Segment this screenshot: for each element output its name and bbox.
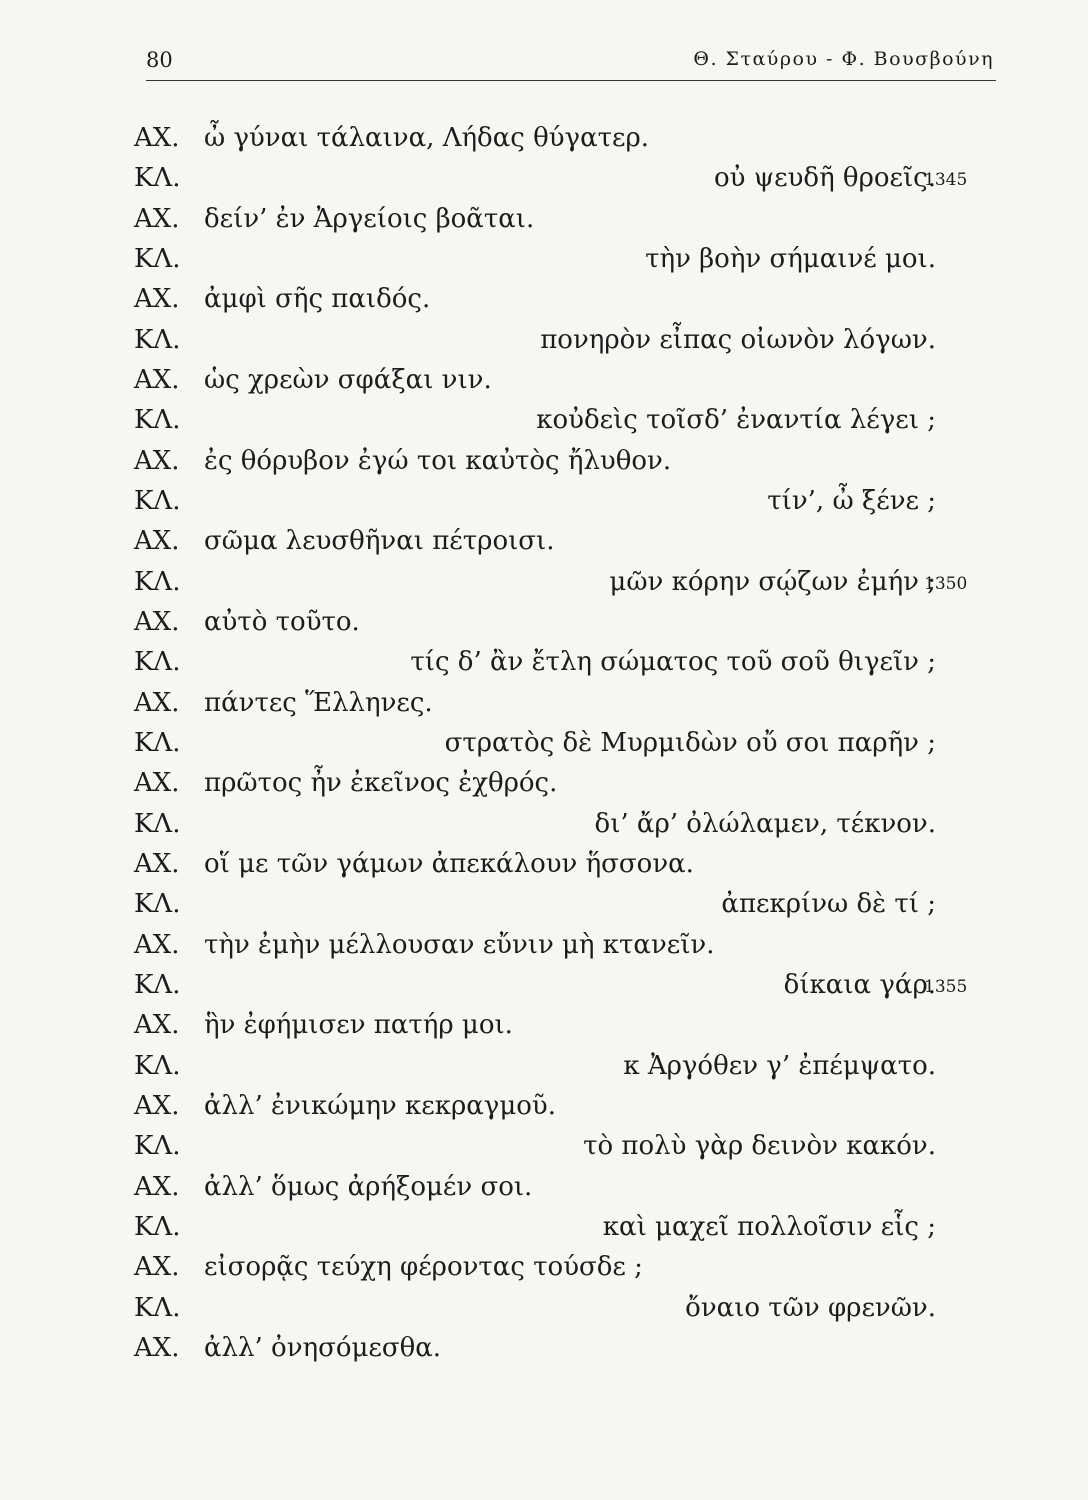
dialogue-line xyxy=(134,602,964,642)
header-author: Θ. Σταύρου - Φ. Βουσβούνη xyxy=(693,48,994,70)
dialogue-line xyxy=(134,521,964,561)
verse-text: τίς δ’ ἂν ἔτλη σώματος τοῦ σοῦ θιγεῖν ; xyxy=(410,647,936,678)
verse-text: πρῶτος ἦν ἐκεῖνος ἐχθρός. xyxy=(204,768,558,799)
verse-text: σῶμα λευσθῆναι πέτροισι. xyxy=(204,526,555,557)
speaker-label: ΑΧ. xyxy=(134,1090,180,1121)
verse-text: ἀπεκρίνω δὲ τί ; xyxy=(721,889,936,920)
speaker-label: ΑΧ. xyxy=(134,123,180,153)
speaker-label: ΑΧ. xyxy=(134,1171,180,1202)
dialogue-line xyxy=(134,441,964,481)
verse-text: ἀλλ’ ὅμως ἀρήξομέν σοι. xyxy=(204,1171,533,1202)
dialogue-line xyxy=(134,1005,964,1045)
dialogue-line xyxy=(134,804,964,844)
speaker-label: ΚΛ. xyxy=(134,566,181,597)
speaker-label: ΚΛ. xyxy=(134,889,181,920)
dialogue-line xyxy=(134,965,968,1005)
verse-text: ἀλλ’ ἐνικώμην κεκραγμοῦ. xyxy=(204,1090,556,1121)
speaker-label: ΑΧ. xyxy=(134,445,180,476)
verse-text: πάντες Ἕλληνες. xyxy=(204,687,433,718)
speaker-label: ΑΧ. xyxy=(134,848,180,879)
dialogue-line xyxy=(134,1288,964,1328)
speaker-label: ΚΛ. xyxy=(134,808,181,839)
verse-text: τίν’, ὦ ξένε ; xyxy=(767,485,936,516)
dialogue-line xyxy=(134,1167,964,1207)
running-head xyxy=(146,44,996,81)
speaker-label: ΚΛ. xyxy=(134,485,181,516)
verse-text: οἵ με τῶν γάμων ἀπεκάλουν ἥσσονα. xyxy=(204,848,694,879)
dialogue-line xyxy=(134,1207,964,1247)
speaker-label: ΑΧ. xyxy=(134,929,180,960)
verse-text: αὐτὸ τοῦτο. xyxy=(204,606,360,637)
speaker-label: ΚΛ. xyxy=(134,1050,181,1081)
dialogue-line xyxy=(134,400,964,440)
verse-text: κ Ἀργόθεν γ’ ἐπέμψατο. xyxy=(623,1050,936,1081)
dialogue-line xyxy=(134,118,964,158)
verse-text: μῶν κόρην σῴζων ἐμήν ; xyxy=(609,566,936,597)
speaker-label: ΚΛ. xyxy=(134,727,181,758)
dialogue-line xyxy=(134,1247,964,1287)
dialogue-line xyxy=(134,844,964,884)
verse-text: στρατὸς δὲ Μυρμιδὼν οὔ σοι παρῆν ; xyxy=(444,727,936,758)
speaker-label: ΚΛ. xyxy=(134,324,181,355)
dialogue-line xyxy=(134,925,964,965)
dialogue-line xyxy=(134,239,964,279)
dialogue-line xyxy=(134,1046,964,1086)
verse-text: εἰσορᾷς τεύχη φέροντας τούσδε ; xyxy=(204,1252,643,1283)
speaker-label: ΑΧ. xyxy=(134,526,180,557)
speaker-label: ΑΧ. xyxy=(134,1010,180,1041)
dialogue-line xyxy=(134,1328,964,1368)
speaker-label: ΑΧ. xyxy=(134,606,180,637)
dialogue-text xyxy=(134,118,968,1368)
dialogue-line xyxy=(134,683,964,723)
verse-text: δίκαια γάρ. xyxy=(783,969,936,1000)
dialogue-line xyxy=(134,884,964,924)
verse-number: 1345 xyxy=(924,170,968,191)
verse-text: ἐς θόρυβον ἐγώ τοι καὐτὸς ἤλυθον. xyxy=(204,445,672,476)
speaker-label: ΑΧ. xyxy=(134,203,180,234)
dialogue-line xyxy=(134,642,964,682)
verse-text: κοὐδεὶς τοῖσδ’ ἐναντία λέγει ; xyxy=(536,405,936,436)
dialogue-line xyxy=(134,320,964,360)
verse-number: 1355 xyxy=(924,976,968,997)
verse-text: δείν’ ἐν Ἀργείοις βοᾶται. xyxy=(204,203,535,234)
page-number: 80 xyxy=(146,48,173,72)
verse-text: τὴν βοὴν σήμαινέ μοι. xyxy=(645,243,936,274)
dialogue-line xyxy=(134,199,964,239)
speaker-label: ΚΛ. xyxy=(134,1211,181,1242)
speaker-label: ΚΛ. xyxy=(134,243,181,274)
verse-text: τὸ πολὺ γὰρ δεινὸν κακόν. xyxy=(583,1131,936,1162)
verse-text: οὐ ψευδῆ θροεῖς. xyxy=(714,163,936,194)
speaker-label: ΑΧ. xyxy=(134,1252,180,1283)
speaker-label: ΚΛ. xyxy=(134,163,181,194)
speaker-label: ΑΧ. xyxy=(134,284,180,315)
verse-text: τὴν ἐμὴν μέλλουσαν εὔνιν μὴ κτανεῖν. xyxy=(204,929,715,960)
speaker-label: ΑΧ. xyxy=(134,768,180,799)
verse-number: 1350 xyxy=(924,573,968,594)
verse-text: ὡς χρεὼν σφάξαι νιν. xyxy=(204,364,492,395)
verse-text: ἀμφὶ σῆς παιδός. xyxy=(204,284,431,315)
verse-text: πονηρὸν εἶπας οἰωνὸν λόγων. xyxy=(540,324,936,355)
speaker-label: ΚΛ. xyxy=(134,647,181,678)
dialogue-line xyxy=(134,723,964,763)
verse-text: ὦ γύναι τάλαινα, Λήδας θύγατερ. xyxy=(204,123,650,153)
speaker-label: ΚΛ. xyxy=(134,969,181,1000)
verse-text: δι’ ἄρ’ ὀλώλαμεν, τέκνον. xyxy=(594,808,936,839)
speaker-label: ΚΛ. xyxy=(134,1292,181,1323)
speaker-label: ΚΛ. xyxy=(134,1131,181,1162)
dialogue-line xyxy=(134,763,964,803)
dialogue-line xyxy=(134,279,964,319)
verse-text: καὶ μαχεῖ πολλοῖσιν εἷς ; xyxy=(602,1211,936,1242)
dialogue-line xyxy=(134,1086,964,1126)
speaker-label: ΑΧ. xyxy=(134,687,180,718)
speaker-label: ΑΧ. xyxy=(134,364,180,395)
dialogue-line xyxy=(134,158,968,198)
speaker-label: ΚΛ. xyxy=(134,405,181,436)
dialogue-line xyxy=(134,481,964,521)
verse-text: ἣν ἐφήμισεν πατήρ μοι. xyxy=(204,1010,513,1041)
dialogue-line xyxy=(134,360,964,400)
verse-text: ὄναιο τῶν φρενῶν. xyxy=(685,1292,936,1323)
dialogue-line xyxy=(134,562,968,602)
dialogue-line xyxy=(134,1126,964,1166)
speaker-label: ΑΧ. xyxy=(134,1332,180,1363)
verse-text: ἀλλ’ ὀνησόμεσθα. xyxy=(204,1332,442,1363)
